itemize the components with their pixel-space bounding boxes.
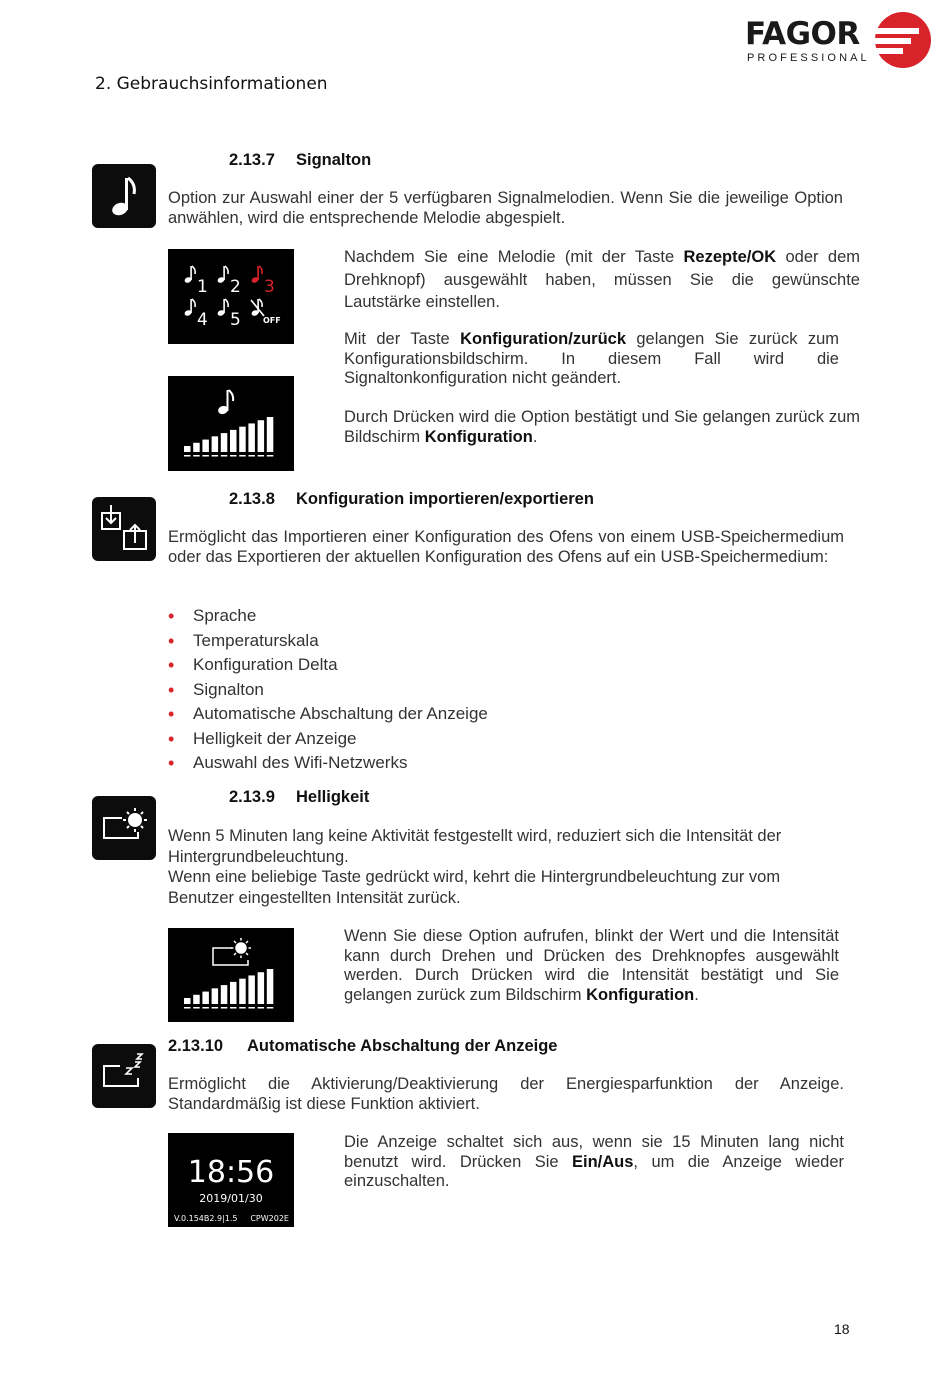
list-item: • Helligkeit der Anzeige [168,727,768,752]
screen-name-konfiguration: Konfiguration [586,985,695,1004]
level-bar [212,988,219,1004]
level-bar [212,436,219,452]
brand-mark-icon [873,10,933,70]
signalton-intro: Option zur Auswahl einer der 5 verfügbaren Signalmelodien. Wenn Sie die jeweilige Option anwählen, wird die entsprechende Melodie abgespielt. [168,189,843,227]
level-bar [184,446,191,452]
brand-subtitle: PROFESSIONAL [747,52,870,64]
melody-option-1 [184,266,208,297]
level-tick [230,1007,237,1009]
melody-number: 3 [264,277,275,297]
helligkeit-intro-2: Wenn eine beliebige Taste gedrückt wird, kehrt die Hintergrundbeleuchtung zur vom Benutzer eingestellten Intensität zurück. [168,868,781,907]
level-bar [202,992,209,1004]
text-run: Durch Drücken wird die Option bestätigt und Sie gelangen zurück zum Bildschirm [344,408,860,446]
list-item: • Temperaturskala [168,629,768,654]
brightness-icon [213,938,251,965]
level-bar [184,998,191,1004]
list-item: • Konfiguration Delta [168,653,768,678]
brightness-bars [184,969,273,1009]
melody-grid [168,249,294,344]
key-name-rezepte-ok: Rezepte/OK [683,248,777,266]
section-heading-import-export [229,490,594,509]
volume-screen [168,376,294,471]
level-bar [239,979,246,1004]
helligkeit-intro-1: Wenn 5 Minuten lang keine Aktivität festgestellt wird, reduziert sich die Intensität der Hintergrundbeleuchtung. [168,827,782,866]
section-title: Automatische Abschaltung der Anzeige [247,1037,558,1055]
level-tick [221,455,228,457]
import-export-icon [92,497,156,561]
level-tick [267,455,274,457]
signalton-paragraph-2 [344,330,839,389]
helligkeit-paragraph [344,927,839,1005]
section-number: 2.13.9 [229,788,275,806]
level-tick [202,1007,209,1009]
auto-off-intro: Ermöglicht die Aktivierung/Deaktivierung der Energiesparfunktion der Anzeige. Standardmäßig ist diese Funktion aktiviert. [168,1075,844,1113]
text-run: , um die Anzeige wieder einzuschalten. [344,1152,844,1190]
brand-logo [745,8,935,68]
model-code: CPW202E [250,1214,289,1223]
melody-option-4 [184,299,208,330]
melody-option-5 [217,299,241,330]
level-bar [258,420,265,452]
level-tick [193,455,200,457]
config-item-list [168,604,768,776]
level-bar [267,969,274,1004]
level-bar [267,417,274,452]
section-title: Konfiguration importieren/exportieren [296,490,594,508]
section-heading-signalton [229,151,371,170]
key-name-konfiguration-zurueck: Konfiguration/zurück [460,330,627,348]
melody-option-3 [251,266,275,297]
level-bar [230,982,237,1004]
level-tick [239,1007,246,1009]
level-bar [248,975,255,1004]
text-run: . [532,427,538,446]
level-bar [239,427,246,452]
level-tick [221,1007,228,1009]
brightness-icon [92,796,156,860]
melody-selection-screen [168,249,294,344]
auto-off-paragraph [344,1133,844,1192]
import-export-intro: Ermöglicht das Importieren einer Konfiguration des Ofens von einem USB-Speichermedium oder das Exportieren der aktuellen Konfiguration des Ofens auf ein USB-Speichermedium: [168,528,844,566]
level-tick [184,455,191,457]
melody-number: 4 [197,310,208,330]
section-title: Signalton [296,151,372,169]
signalton-paragraph-3 [344,408,860,447]
list-item: • Signalton [168,678,768,703]
level-bar [193,995,200,1004]
off-label: OFF [263,316,281,325]
level-bar [248,423,255,452]
level-tick [248,455,255,457]
text-run: . [694,985,699,1004]
key-name-ein-aus: Ein/Aus [571,1152,634,1171]
level-tick [258,1007,265,1009]
brightness-display [168,928,294,1022]
clock-date: 2019/01/30 [199,1192,263,1205]
section-number: 2.13.10 [168,1037,224,1055]
melody-number: 5 [230,310,241,330]
level-bar [221,433,228,452]
list-item: • Auswahl des Wifi-Netzwerks [168,751,768,776]
music-note-icon [217,390,233,415]
section-number: 2.13.8 [229,490,275,508]
level-tick [267,1007,274,1009]
section-title: Helligkeit [296,788,370,806]
text-run: Nachdem Sie eine Melodie (mit der Taste [344,248,684,266]
melody-number: 1 [197,277,208,297]
section-heading-helligkeit [229,788,369,807]
level-tick [230,455,237,457]
section-heading-auto-off [168,1037,558,1056]
list-item: • Automatische Abschaltung der Anzeige [168,702,768,727]
level-bar [258,972,265,1004]
level-tick [212,1007,219,1009]
level-bar [221,985,228,1004]
level-tick [248,1007,255,1009]
text-run: Mit der Taste [344,330,461,348]
level-tick [184,1007,191,1009]
brand-name: FAGOR [745,16,860,52]
text-run: Die Anzeige schaltet sich aus, wenn sie 15 Minuten lang nicht benutzt wird. Drücken Sie [344,1133,844,1171]
list-item: • Sprache [168,604,768,629]
music-note-icon [92,164,156,228]
volume-bars [184,417,273,457]
level-tick [202,455,209,457]
level-tick [193,1007,200,1009]
level-bar [193,443,200,452]
melody-option-off [251,299,281,325]
sleep-display-icon [92,1044,156,1108]
firmware-version: V.0.154B2.9|1.5 [174,1214,238,1223]
screen-name-konfiguration: Konfiguration [424,427,533,446]
volume-display [168,376,294,471]
brightness-screen [168,928,294,1022]
level-tick [239,455,246,457]
chapter-header: 2. Gebrauchsinformationen [95,74,328,94]
text-run: gelangen Sie zurück zum Konfigurationsbildschirm. In diesem Fall wird die Signaltonkonfiguration nicht geändert. [344,330,840,387]
clock-time: 18:56 [187,1155,275,1190]
signalton-paragraph-1 [344,246,860,314]
level-bar [202,440,209,452]
melody-number: 2 [230,277,241,297]
melody-option-2 [217,266,241,297]
clock-screen [168,1133,294,1227]
section-number: 2.13.7 [229,151,275,169]
text-run: Wenn Sie diese Option aufrufen, blinkt der Wert und die Intensität kann durch Drehen und Drücken des Drehknopfes ausgewählt werden. Durch Drücken wird die Intensität bestätigt und Sie gelangen zurück zum Bildschirm [344,927,839,1004]
level-bar [230,430,237,452]
text-run: oder dem Drehknopf) ausgewählt haben, müssen Sie die gewünschte Lautstärke einstellen. [344,248,860,311]
level-tick [212,455,219,457]
page-number: 18 [834,1321,850,1337]
level-tick [258,455,265,457]
